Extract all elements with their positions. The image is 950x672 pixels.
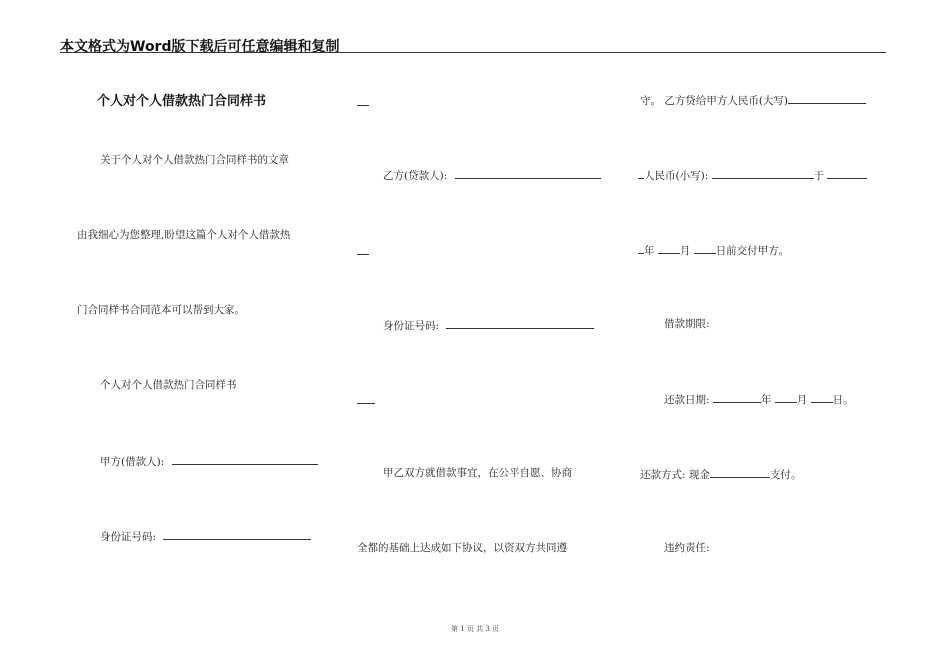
loan-amount-lower-line	[638, 169, 867, 182]
party-a-blank	[172, 455, 318, 465]
delivery-label: 日前交付甲方。	[715, 245, 790, 257]
day-label: 日。	[832, 394, 854, 406]
repayment-method-blank	[710, 468, 770, 478]
day-blank	[694, 244, 716, 254]
year-label: 年	[644, 245, 655, 257]
header-rule	[60, 52, 886, 53]
party-b-line	[383, 169, 601, 182]
loan-amount-upper-blank	[788, 94, 866, 104]
repay-year-blank	[713, 393, 761, 403]
party-b-blank	[455, 169, 601, 179]
repayment-date-line	[664, 393, 854, 406]
month-blank	[658, 244, 680, 254]
party-a-id-label: 身份证号码:	[100, 531, 157, 543]
page-number: 第 1 页 共 3 页	[450, 625, 500, 633]
agreement-line-1: 甲乙双方就借款事宜，在公平自愿、协商	[383, 467, 572, 479]
party-b-id-label: 身份证号码:	[383, 320, 440, 332]
year-label: 年	[760, 394, 772, 406]
intro-line-1: 关于个人对个人借款热门合同样书的文章	[100, 154, 289, 166]
party-a-line	[100, 455, 318, 468]
document-banner: 本文格式为Word版下载后可任意编辑和复制	[60, 39, 340, 55]
loan-term-label: 借款期限:	[664, 318, 710, 330]
repayment-method-label: 还款方式: 现金	[640, 469, 710, 481]
intro-line-3: 门合同样书合同范本可以帮到大家。	[77, 304, 245, 316]
loan-amount-upper-label: 守。 乙方贷给甲方人民币(大写)	[640, 95, 789, 107]
payment-label: 支付。	[769, 469, 802, 481]
loan-amount-lower-blank	[712, 169, 814, 179]
column-2-dash	[357, 105, 369, 106]
liability-label: 违约责任:	[664, 542, 710, 554]
intro-line-2: 由我细心为您整理,盼望这篇个人对个人借款热	[77, 229, 291, 241]
repayment-method-line	[640, 468, 801, 481]
delivery-date-line	[638, 244, 789, 257]
loan-amount-upper-line	[640, 94, 866, 107]
party-a-label: 甲方(借款人):	[100, 456, 165, 468]
contract-subtitle: 个人对个人借款热门合同样书	[100, 379, 237, 391]
column-2-dash	[357, 254, 369, 255]
party-a-id-line	[100, 530, 311, 543]
agreement-line-2: 全都的基础上达成如下协议，以资双方共同遵	[357, 542, 567, 554]
month-label: 月	[796, 394, 808, 406]
loan-amount-lower-label: 人民币(小写):	[644, 170, 709, 182]
party-b-label: 乙方(贷款人):	[383, 170, 448, 182]
party-a-id-blank	[163, 530, 311, 540]
party-b-id-blank	[446, 319, 594, 329]
repay-month-blank	[775, 393, 797, 403]
repayment-date-label: 还款日期:	[664, 394, 710, 406]
party-b-id-line	[383, 319, 594, 332]
page-title: 个人对个人借款热门合同样书	[97, 94, 267, 109]
column-2-dash	[357, 403, 375, 404]
month-label: 月	[679, 245, 691, 257]
loan-date-prefix: 于	[813, 170, 825, 182]
repay-day-blank	[811, 393, 833, 403]
loan-year-blank	[827, 169, 867, 179]
